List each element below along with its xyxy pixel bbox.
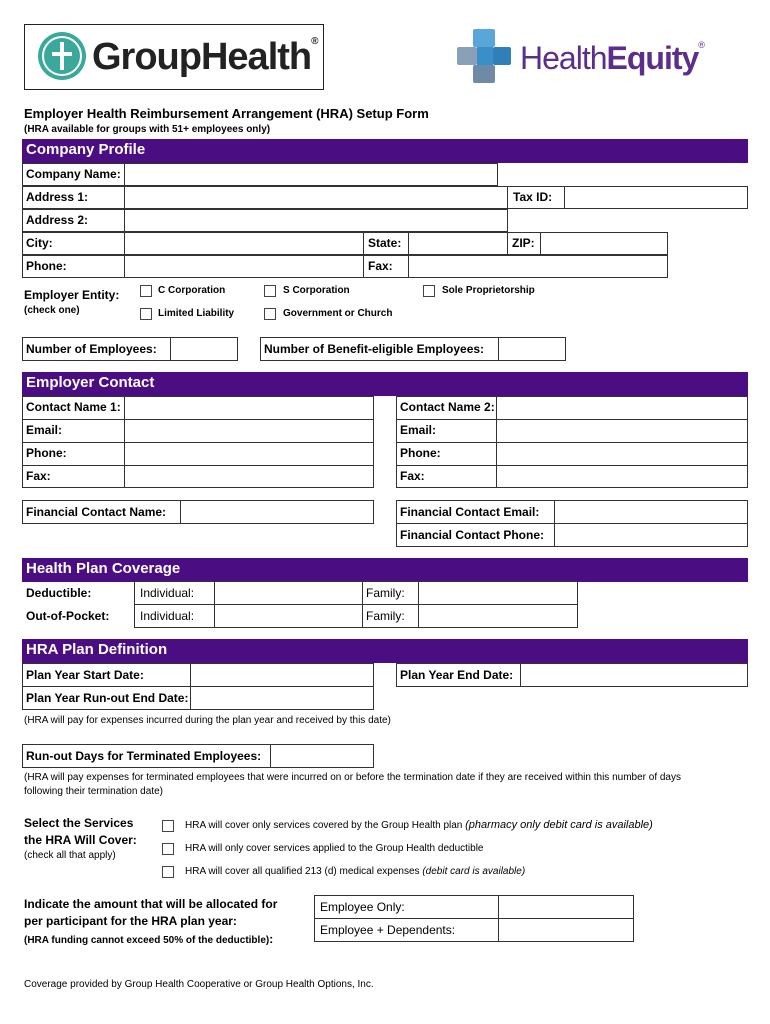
- svc2-checkbox[interactable]: [162, 843, 174, 855]
- fin-email-input[interactable]: [555, 501, 747, 523]
- gov-label: Government or Church: [283, 308, 393, 319]
- services-label-3: (check all that apply): [24, 850, 116, 861]
- state-label: State:: [368, 236, 402, 250]
- alloc-label-1: Indicate the amount that will be allocated for: [24, 897, 278, 911]
- email-label-2: Email:: [400, 423, 437, 437]
- contact2-input[interactable]: [497, 397, 747, 419]
- term-days-label: Run-out Days for Terminated Employees:: [26, 749, 262, 763]
- end-date-input[interactable]: [520, 663, 748, 687]
- emp-dep-label: Employee + Dependents:: [320, 923, 456, 937]
- sole-prop-checkbox[interactable]: [423, 285, 435, 297]
- term-note-1: (HRA will pay expenses for terminated employees that were incurred on or before the termination date if they are received within this number of days: [24, 772, 681, 783]
- grouphealth-wordmark: GroupHealth®: [92, 36, 318, 78]
- city-input[interactable]: [124, 232, 364, 255]
- alloc-label-3: (HRA funding cannot exceed 50% of the deductible):: [24, 932, 274, 946]
- oop-family-label: Family:: [366, 609, 405, 623]
- oop-individual-input[interactable]: [215, 605, 361, 627]
- term-days-input[interactable]: [270, 744, 374, 768]
- health-plan-heading: Health Plan Coverage: [22, 558, 748, 582]
- c-corp-checkbox[interactable]: [140, 285, 152, 297]
- zip-input[interactable]: [540, 232, 668, 255]
- num-employees-label: Number of Employees:: [26, 342, 157, 356]
- services-label-1: Select the Services: [24, 816, 134, 830]
- gov-checkbox[interactable]: [264, 308, 276, 320]
- num-employees-input[interactable]: [170, 337, 238, 361]
- oop-label: Out-of-Pocket:: [26, 609, 110, 623]
- llc-checkbox[interactable]: [140, 308, 152, 320]
- email-label-1: Email:: [26, 423, 63, 437]
- state-input[interactable]: [408, 232, 508, 255]
- hra-plan-heading: HRA Plan Definition: [22, 639, 748, 663]
- employer-contact-heading: Employer Contact: [22, 372, 748, 396]
- sole-prop-label: Sole Proprietorship: [442, 285, 535, 296]
- health-col-2: [362, 581, 363, 628]
- grouphealth-emblem-icon: [38, 32, 86, 80]
- email-input-2[interactable]: [497, 420, 747, 442]
- runout-label: Plan Year Run-out End Date:: [26, 691, 189, 705]
- c-corp-label: C Corporation: [158, 285, 226, 296]
- svc3-checkbox[interactable]: [162, 866, 174, 878]
- fin-name-label: Financial Contact Name:: [26, 505, 167, 519]
- start-date-label: Plan Year Start Date:: [26, 668, 144, 682]
- phone-label: Phone:: [26, 259, 67, 273]
- form-subtitle: (HRA available for groups with 51+ employees only): [24, 124, 271, 135]
- employer-entity-label: Employer Entity:: [24, 288, 120, 302]
- phone-label-1: Phone:: [26, 446, 67, 460]
- phone-input-1[interactable]: [125, 443, 373, 465]
- healthequity-wordmark: HealthEquity®: [520, 40, 704, 76]
- email-input-1[interactable]: [125, 420, 373, 442]
- contact2-label: Contact Name 2:: [400, 400, 495, 414]
- s-corp-label: S Corporation: [283, 285, 350, 296]
- tax-id-label: Tax ID:: [513, 190, 553, 204]
- company-name-label: Company Name:: [26, 167, 121, 181]
- phone-input-2[interactable]: [497, 443, 747, 465]
- num-benefit-input[interactable]: [498, 337, 566, 361]
- ded-individual-label: Individual:: [140, 586, 195, 600]
- ded-family-input[interactable]: [419, 582, 577, 604]
- alloc-label-2: per participant for the HRA plan year:: [24, 914, 237, 928]
- address2-input[interactable]: [124, 209, 508, 232]
- emp-only-input[interactable]: [499, 896, 633, 918]
- contact1-input[interactable]: [125, 397, 373, 419]
- check-one-note: (check one): [24, 305, 80, 316]
- contact1-label: Contact Name 1:: [26, 400, 121, 414]
- oop-individual-label: Individual:: [140, 609, 195, 623]
- form-title: Employer Health Reimbursement Arrangement (HRA) Setup Form: [24, 106, 429, 121]
- ded-family-label: Family:: [366, 586, 405, 600]
- s-corp-checkbox[interactable]: [264, 285, 276, 297]
- runout-input[interactable]: [191, 687, 373, 709]
- address1-input[interactable]: [124, 186, 508, 209]
- fin-phone-label: Financial Contact Phone:: [400, 528, 545, 542]
- address2-label: Address 2:: [26, 213, 89, 227]
- oop-family-input[interactable]: [419, 605, 577, 627]
- start-date-input[interactable]: [191, 664, 373, 686]
- svc2-text: HRA will only cover services applied to the Group Health deductible: [185, 843, 484, 854]
- deductible-label: Deductible:: [26, 586, 92, 600]
- footer-note: Coverage provided by Group Health Cooperative or Group Health Options, Inc.: [24, 979, 374, 990]
- ded-individual-input[interactable]: [215, 582, 361, 604]
- fax-label: Fax:: [368, 259, 393, 273]
- emp-dep-input[interactable]: [499, 919, 633, 941]
- phone-label-2: Phone:: [400, 446, 441, 460]
- fin-name-input[interactable]: [180, 500, 374, 524]
- num-benefit-label: Number of Benefit-eligible Employees:: [264, 342, 485, 356]
- emp-only-label: Employee Only:: [320, 900, 405, 914]
- runout-note: (HRA will pay for expenses incurred during the plan year and received by this date): [24, 715, 391, 726]
- llc-label: Limited Liability: [158, 308, 235, 319]
- svc3-text: HRA will cover all qualified 213 (d) medical expenses (debit card is available): [185, 866, 526, 877]
- fax-input[interactable]: [408, 255, 668, 278]
- end-date-label: Plan Year End Date:: [400, 668, 514, 682]
- fax-label-1: Fax:: [26, 469, 51, 483]
- address1-label: Address 1:: [26, 190, 89, 204]
- term-note-2: following their termination date): [24, 786, 163, 797]
- fax-label-2: Fax:: [400, 469, 425, 483]
- tax-id-input[interactable]: [564, 186, 748, 209]
- fax-input-2[interactable]: [497, 466, 747, 488]
- city-label: City:: [26, 236, 53, 250]
- fax-input-1[interactable]: [125, 466, 373, 488]
- healthequity-cross-icon: [455, 27, 513, 85]
- svc1-checkbox[interactable]: [162, 820, 174, 832]
- services-label-2: the HRA Will Cover:: [24, 833, 137, 847]
- fin-phone-input[interactable]: [555, 524, 747, 546]
- phone-input[interactable]: [124, 255, 364, 278]
- company-name-input[interactable]: [124, 163, 498, 186]
- fin-email-label: Financial Contact Email:: [400, 505, 540, 519]
- company-profile-heading: Company Profile: [22, 139, 748, 163]
- zip-label: ZIP:: [512, 236, 535, 250]
- svc1-text: HRA will cover only services covered by the Group Health plan (pharmacy only debit card is available): [185, 819, 653, 831]
